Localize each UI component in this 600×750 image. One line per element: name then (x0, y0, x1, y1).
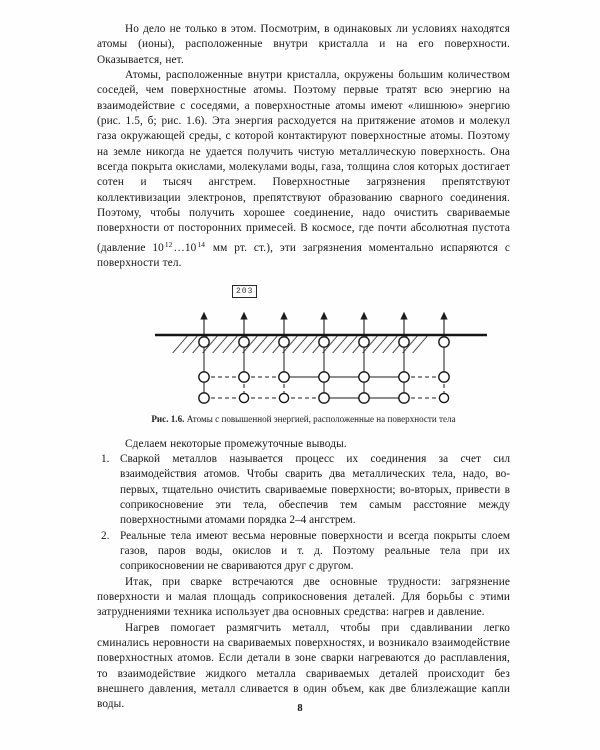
hatch-region (171, 334, 429, 355)
figure-caption-prefix: Рис. 1.6. (151, 413, 185, 424)
figure-chip-label: 203 (232, 285, 257, 298)
page-number: 8 (297, 703, 303, 714)
list-item (97, 452, 510, 529)
exponent-12: 12 (164, 239, 173, 249)
conclusions-list (97, 452, 510, 575)
energy-arrows (201, 313, 447, 335)
paragraph-intro: Но дело не только в этом. Посмотрим, в одинаковых ли условиях находятся атомы (ионы), расположенные внутри кристалла и на его поверхности. Оказывается, нет. (97, 23, 510, 66)
list-item-text: Реальные тела имеют весьма неровные поверхности и всегда покрыты слоем газов, паров воды, окислов и т. д. Поэтому реальные тела при их соприкосновении не свариваются друг с другом. (120, 529, 510, 573)
paragraph-atoms-surface (97, 68, 510, 271)
paragraph-atoms-mid: …10 (173, 241, 197, 254)
paragraph-atoms-part1: Атомы, расположенные внутри кристалла, окружены большим количеством соседей, чем поверхностные атомы. Поэтому первые тратят всю энергию на взаимодействие с соседями, а поверхностные атомы имеют «лишнюю» энергию (рис. 1.5, б; рис. 1.6). Эта энергия расходуется на притяжение атомов и молекул газа окружающей среды, с которой контактируют поверхностные атомы. Поэтому на земле никогда не удается получить чистую металлическую поверхность. Она всегда покрыта окислами, молекулами воды, газа, толщина слоя которых достигает сотен и тысяч ангстрем. Поверхностные загрязнения препятствуют коллективизации электронов, препятствуют образованию сварного соединения. Поэтому, чтобы получить хорошее соединение, надо очистить свариваемые поверхности от посторонних примесей. В космосе, где почти абсолютная пустота (давление 10 (97, 69, 510, 254)
figure-lattice-diagram (97, 305, 510, 410)
figure-1-6 (97, 285, 510, 425)
page-content (97, 22, 510, 713)
lattice-svg (97, 305, 510, 410)
paragraph-difficulties: Итак, при сварке встречаются две основные трудности: загрязнение поверхности и малая площадь соприкосновения деталей. Для борьбы с этими затруднениями техника использует два основных средства: нагрев и давление. (97, 575, 510, 619)
list-item (97, 529, 510, 575)
list-item-number: 2. (101, 529, 110, 542)
paragraph-heating: Нагрев помогает размягчить металл, чтобы при сдавливании легко сминались неровности на свариваемых поверхностях, и возникало взаимодействие поверхностных атомов. Если детали в зоне сварки нагреваются до расплавления, то взаимодействие жидкого металла свариваемых деталей происходит без внешнего давления, металл сливается в один объем, как две близлежащие капли воды. (97, 621, 510, 711)
paragraph-interim-conclusions: Сделаем некоторые промежуточные выводы. (125, 437, 347, 450)
exponent-14: 14 (197, 239, 206, 249)
list-item-text: Сваркой металлов называется процесс их соединения за счет сил взаимодействия атомов. Чтобы сварить два металлических тела, надо, во-первых, тщательно очистить свариваемые поверхности; во-вторых, привести в соприкосновение эти тела, обеспечив тем самым расстояние между поверхностными атомами порядка 2–4 ангстрем. (120, 452, 510, 527)
vertical-bonds (204, 341, 444, 398)
paragraph-atoms-part2: мм рт. ст.), эти загрязнения моментально испаряются с поверхности тел. (97, 241, 510, 270)
figure-chip-row (97, 285, 510, 303)
list-item-number: 1. (101, 452, 110, 465)
figure-caption-text: Атомы с повышенной энергией, расположенные на поверхности тела (186, 413, 456, 424)
vertical-bonds-dashed (244, 377, 444, 398)
figure-caption (97, 413, 510, 425)
